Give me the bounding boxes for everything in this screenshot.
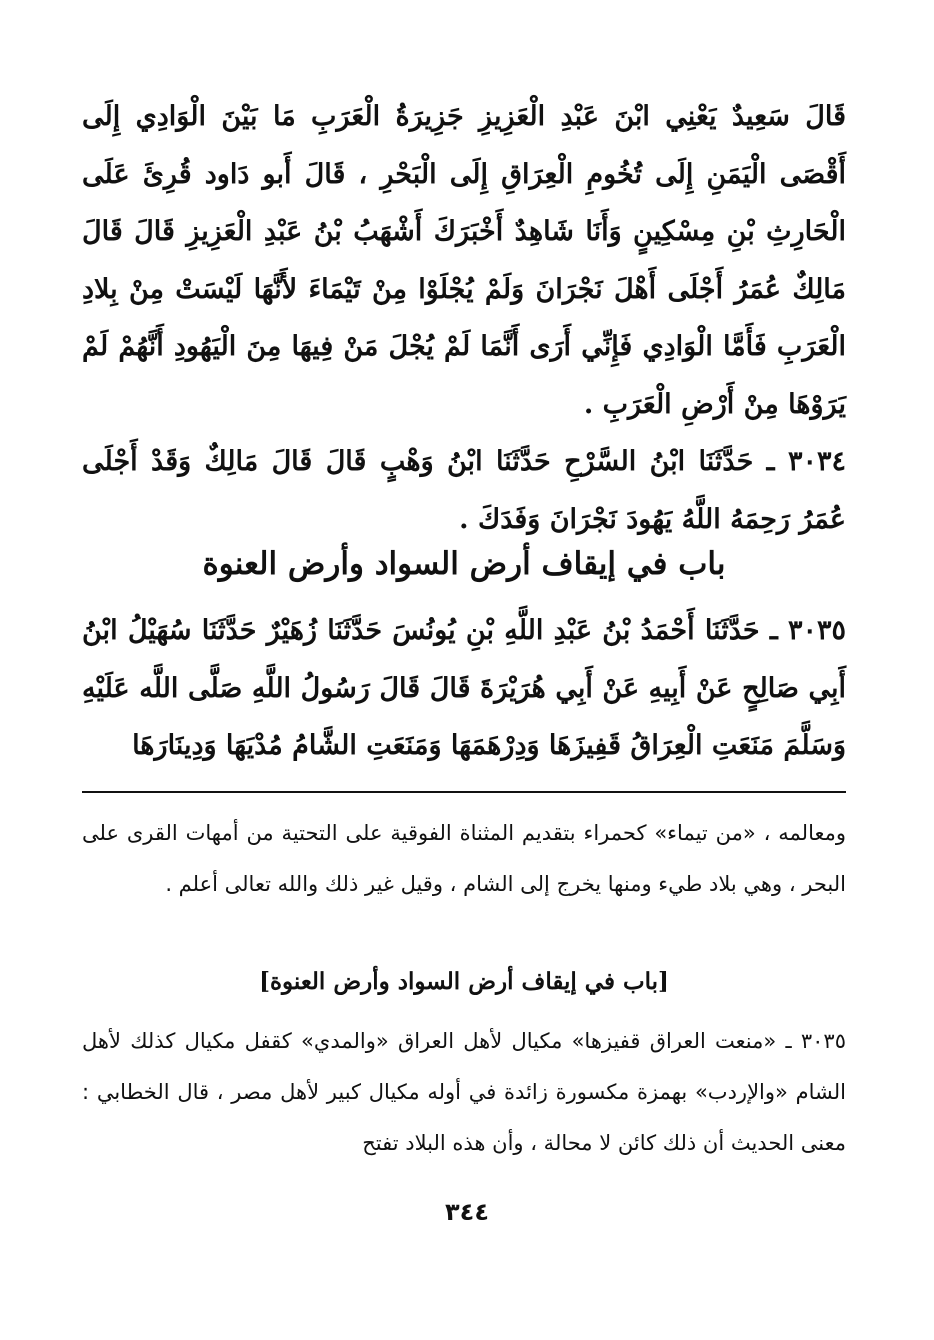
footnote-3035: ٣٠٣٥ ـ «منعت العراق قفيزها» مكيال لأهل العراق «والمدي» كقفل مكيال كذلك لأهل الشام «والإردب» بهمزة مكسورة زائدة في أوله مكيال كبير لأهل مصر ، قال الخطابي : معنى الحديث أن ذلك كائن لا محالة ، وأن هذه البلاد تفتح [82,1029,846,1155]
footnote-tayma: ومعالمه ، «من تيماء» كحمراء بتقديم المثناة الفوقية على التحتية من أمهات القرى على البحر ، وهي بلاد طيء ومنها يخرج إلى الشام ، وقيل غير ذلك والله تعالى أعلم . [82,821,846,896]
footnote-block-1 [82,808,846,910]
hadith-paragraph-said: قَالَ سَعِيدٌ يَعْنِي ابْنَ عَبْدِ الْعَزِيزِ جَزِيرَةُ الْعَرَبِ مَا بَيْنَ الْوَادِي إِلَى أَقْصَى الْيَمَنِ إِلَى تُخُومِ الْعِرَاقِ إِلَى الْبَحْرِ ، قَالَ أَبو دَاود قُرِئَ عَلَى الْحَارِثِ بْنِ مِسْكِينٍ وَأَنَا شَاهِدٌ أَخْبَرَكَ أَشْهَبُ بْنُ عَبْدِ الْعَزِيزِ قَالَ قَالَ مَالِكٌ عُمَرُ أَجْلَى أَهْلَ نَجْرَانَ وَلَمْ يُجْلَوْا مِنْ تَيْمَاءَ لأَنَّهَا لَيْسَتْ مِنْ بِلادِ الْعَرَبِ فَأَمَّا الْوَادِي فَإِنِّي أَرَى أَنَّمَا لَمْ يُجْلَ مَنْ فِيهَا مِنَ الْيَهُودِ أَنَّهُمْ لَمْ يَرَوْهَا مِنْ أَرْضِ الْعَرَبِ . [82,101,846,420]
main-text-block [82,88,846,548]
footnote-divider [82,791,846,793]
footnote-chapter-heading: [باب في إيقاف أرض السواد وأرض العنوة] [259,968,669,995]
main-text-block-2 [82,602,846,775]
chapter-heading: باب في إيقاف أرض السواد وأرض العنوة [202,546,726,582]
page-number: ٣٤٤ [445,1198,489,1226]
footnote-block-2 [82,1016,846,1169]
hadith-paragraph-3034: ٣٠٣٤ ـ حَدَّثَنَا ابْنُ السَّرْحِ حَدَّثَنَا ابْنُ وَهْبٍ قَالَ قَالَ مَالِكٌ وَقَدْ أَجْلَى عُمَرُ رَحِمَهُ اللَّهُ يَهُودَ نَجْرَانَ وَفَدَكَ . [82,446,846,535]
hadith-paragraph-3035: ٣٠٣٥ ـ حَدَّثَنَا أَحْمَدُ بْنُ عَبْدِ اللَّهِ بْنِ يُونُسَ حَدَّثَنَا زُهَيْرٌ حَدَّثَنَا سُهَيْلُ ابْنُ أَبِي صَالِحٍ عَنْ أَبِيهِ عَنْ أَبِي هُرَيْرَةَ قَالَ قَالَ رَسُولُ اللَّهِ صَلَّى اللَّه عَلَيْهِ وَسَلَّمَ مَنَعَتِ الْعِرَاقُ قَفِيزَهَا وَدِرْهَمَهَا وَمَنَعَتِ الشَّامُ مُدْيَهَا وَدِينَارَهَا [82,615,846,761]
